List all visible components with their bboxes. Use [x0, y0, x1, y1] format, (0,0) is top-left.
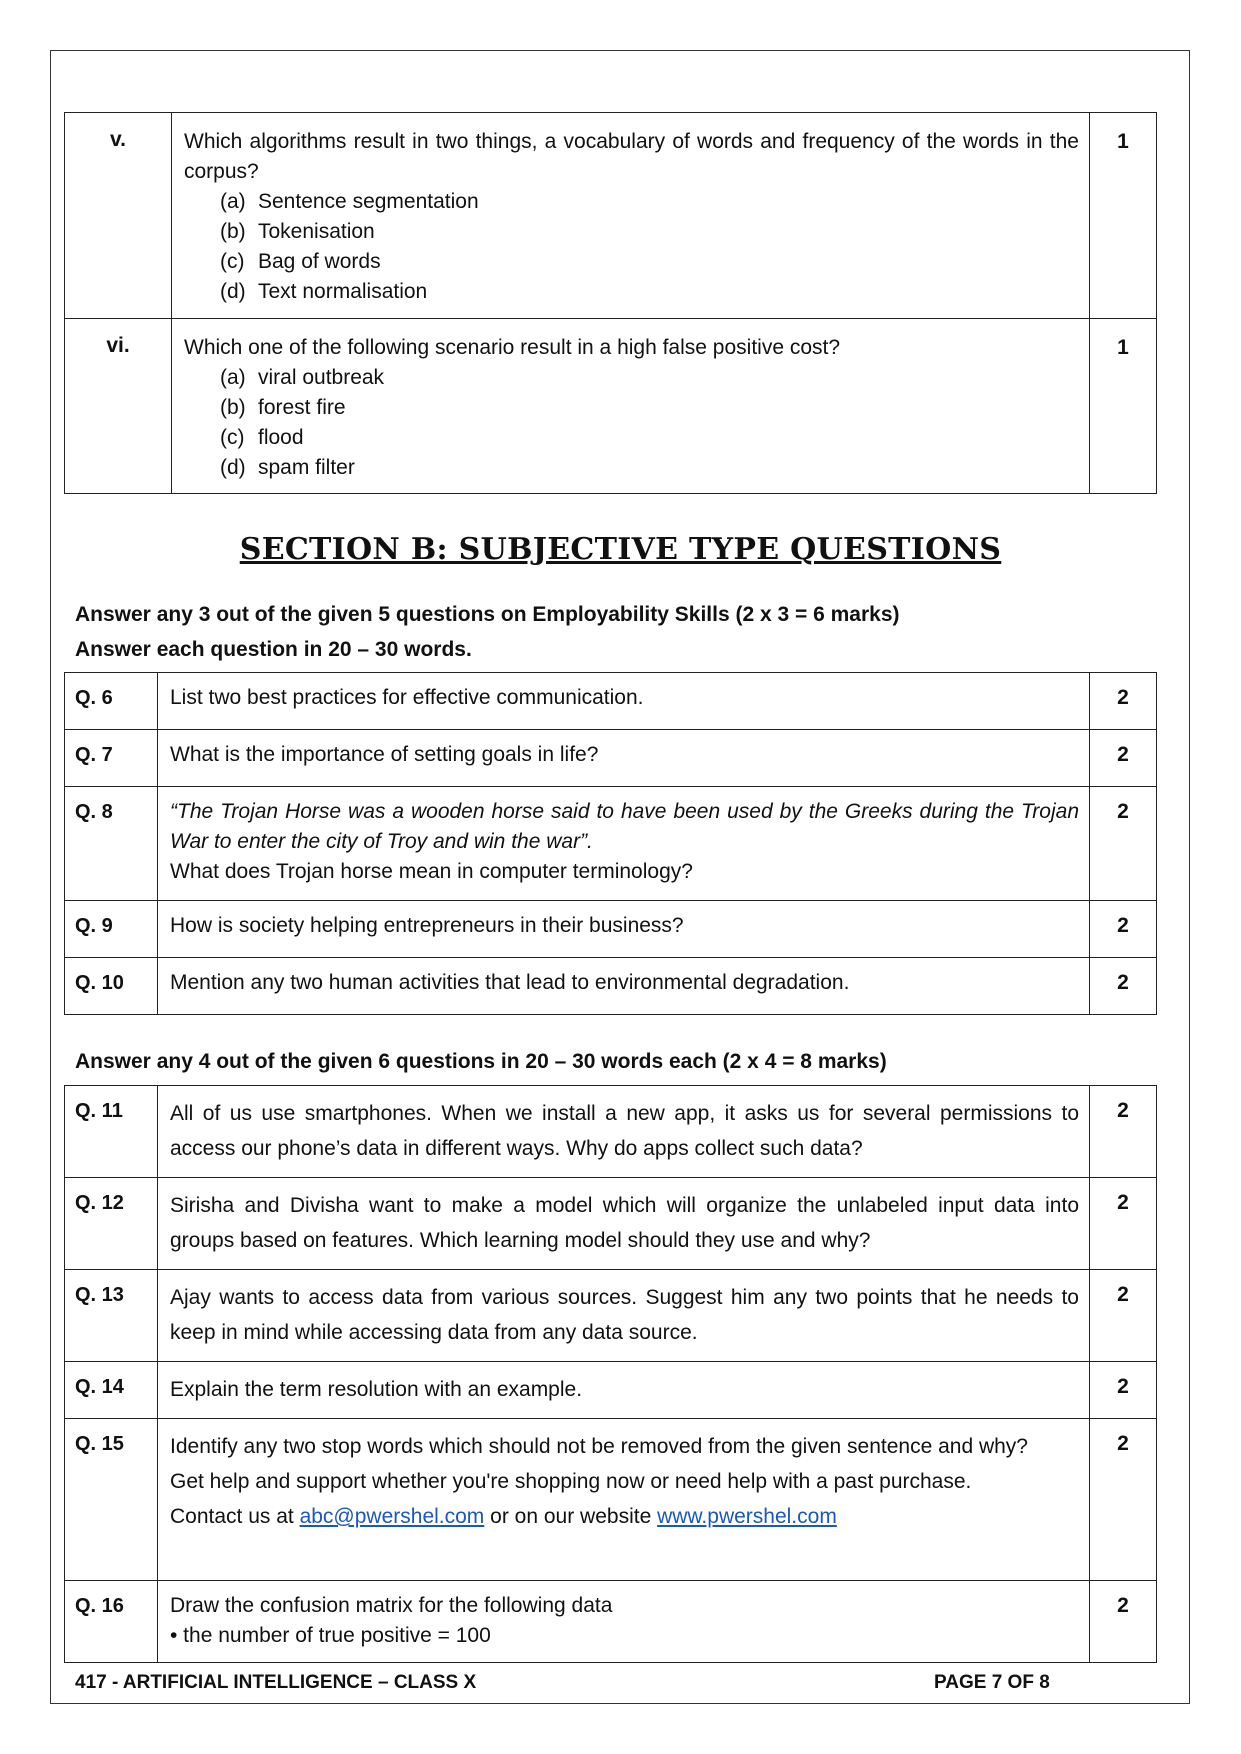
table-row — [65, 901, 1157, 958]
option-item: (d) spam filter — [220, 456, 355, 479]
question-number: Q. 7 — [65, 730, 158, 787]
table-row — [65, 1362, 1157, 1419]
question-number: Q. 10 — [65, 958, 158, 1015]
marks-cell: 2 — [1090, 787, 1157, 901]
question-text: List two best practices for effective communication. — [158, 673, 1090, 730]
marks-cell: 1 — [1090, 113, 1157, 319]
marks-cell: 2 — [1090, 673, 1157, 730]
option-item: (a) viral outbreak — [220, 366, 385, 389]
table-row — [65, 958, 1157, 1015]
option-item: (c) flood — [220, 426, 304, 449]
table-row — [65, 1419, 1157, 1581]
question-number: Q. 8 — [65, 787, 158, 901]
marks-cell: 2 — [1090, 1270, 1157, 1362]
marks-cell: 2 — [1090, 958, 1157, 1015]
website-link[interactable]: www.pwershel.com — [657, 1505, 837, 1528]
table-row — [65, 319, 1157, 494]
question-text: What is the importance of setting goals in life? — [158, 730, 1090, 787]
option-item: (c) Bag of words — [220, 250, 381, 273]
question-cell — [172, 319, 1090, 494]
table-row — [65, 730, 1157, 787]
subject-table — [64, 1085, 1157, 1663]
question-number: vi. — [65, 319, 172, 494]
question-number: Q. 16 — [65, 1581, 158, 1663]
marks-cell: 2 — [1090, 730, 1157, 787]
question-number: Q. 15 — [65, 1419, 158, 1581]
table-row — [65, 1581, 1157, 1663]
marks-cell: 2 — [1090, 1362, 1157, 1419]
question-text: Identify any two stop words which should not be removed from the given sentence and why? — [170, 1435, 1028, 1458]
question-text: What does Trojan horse mean in computer terminology? — [170, 860, 693, 883]
table-row — [65, 1270, 1157, 1362]
question-number: v. — [65, 113, 172, 319]
instruction-text: Answer any 4 out of the given 6 questions in 20 – 30 words each (2 x 4 = 8 marks) — [75, 1050, 887, 1073]
question-text: All of us use smartphones. When we install a new app, it asks us for several permissions to access our phone’s data in different ways. Why do apps collect such data? — [158, 1086, 1090, 1178]
marks-cell: 1 — [1090, 319, 1157, 494]
question-text: How is society helping entrepreneurs in their business? — [158, 901, 1090, 958]
question-cell — [158, 1581, 1090, 1663]
footer-subject: 417 - ARTIFICIAL INTELLIGENCE – CLASS X — [75, 1672, 477, 1693]
question-cell — [172, 113, 1090, 319]
bullet-item: • the number of true positive = 100 — [170, 1624, 491, 1647]
section-title: SECTION B: SUBJECTIVE TYPE QUESTIONS — [239, 532, 1002, 567]
question-text: Mention any two human activities that lead to environmental degradation. — [158, 958, 1090, 1015]
marks-cell: 2 — [1090, 901, 1157, 958]
table-row — [65, 1178, 1157, 1270]
table-row — [65, 113, 1157, 319]
option-item: (d) Text normalisation — [220, 280, 428, 303]
question-text: Which one of the following scenario result in a high false positive cost? — [184, 336, 841, 359]
table-row — [65, 787, 1157, 901]
option-item: (b) Tokenisation — [220, 220, 375, 243]
sample-sentence: Get help and support whether you're shopping now or need help with a past purchase. — [170, 1470, 972, 1493]
table-row — [65, 673, 1157, 730]
marks-cell: 2 — [1090, 1581, 1157, 1663]
footer-page-number: PAGE 7 OF 8 — [934, 1672, 1050, 1693]
question-text: Which algorithms result in two things, a vocabulary of words and frequency of the words in the corpus? — [184, 130, 1079, 183]
table-row — [65, 1086, 1157, 1178]
marks-cell: 2 — [1090, 1178, 1157, 1270]
marks-cell: 2 — [1090, 1086, 1157, 1178]
option-item: (b) forest fire — [220, 396, 346, 419]
question-number: Q. 9 — [65, 901, 158, 958]
option-item: (a) Sentence segmentation — [220, 190, 479, 213]
marks-cell: 2 — [1090, 1419, 1157, 1581]
mcq-table — [64, 112, 1157, 494]
question-text: Draw the confusion matrix for the following data — [170, 1594, 613, 1617]
question-number: Q. 14 — [65, 1362, 158, 1419]
quote-text: “The Trojan Horse was a wooden horse said to have been used by the Greeks during the Trojan War to enter the city of Troy and win the war”. — [170, 800, 1079, 853]
email-link[interactable]: abc@pwershel.com — [299, 1505, 485, 1528]
question-number: Q. 11 — [65, 1086, 158, 1178]
question-text: Ajay wants to access data from various sources. Suggest him any two points that he needs to keep in mind while accessing data from any data source. — [158, 1270, 1090, 1362]
contact-line: Contact us at abc@pwershel.com or on our website www.pwershel.com — [170, 1505, 837, 1528]
question-number: Q. 13 — [65, 1270, 158, 1362]
question-number: Q. 12 — [65, 1178, 158, 1270]
instruction-text: Answer any 3 out of the given 5 questions on Employability Skills (2 x 3 = 6 marks) — [75, 603, 900, 626]
instruction-text: Answer each question in 20 – 30 words. — [75, 638, 472, 661]
question-text: Sirisha and Divisha want to make a model which will organize the unlabeled input data into groups based on features. Which learning model should they use and why? — [158, 1178, 1090, 1270]
employability-table — [64, 672, 1157, 1015]
question-cell — [158, 1419, 1090, 1581]
question-number: Q. 6 — [65, 673, 158, 730]
question-cell — [158, 787, 1090, 901]
question-text: Explain the term resolution with an example. — [158, 1362, 1090, 1419]
